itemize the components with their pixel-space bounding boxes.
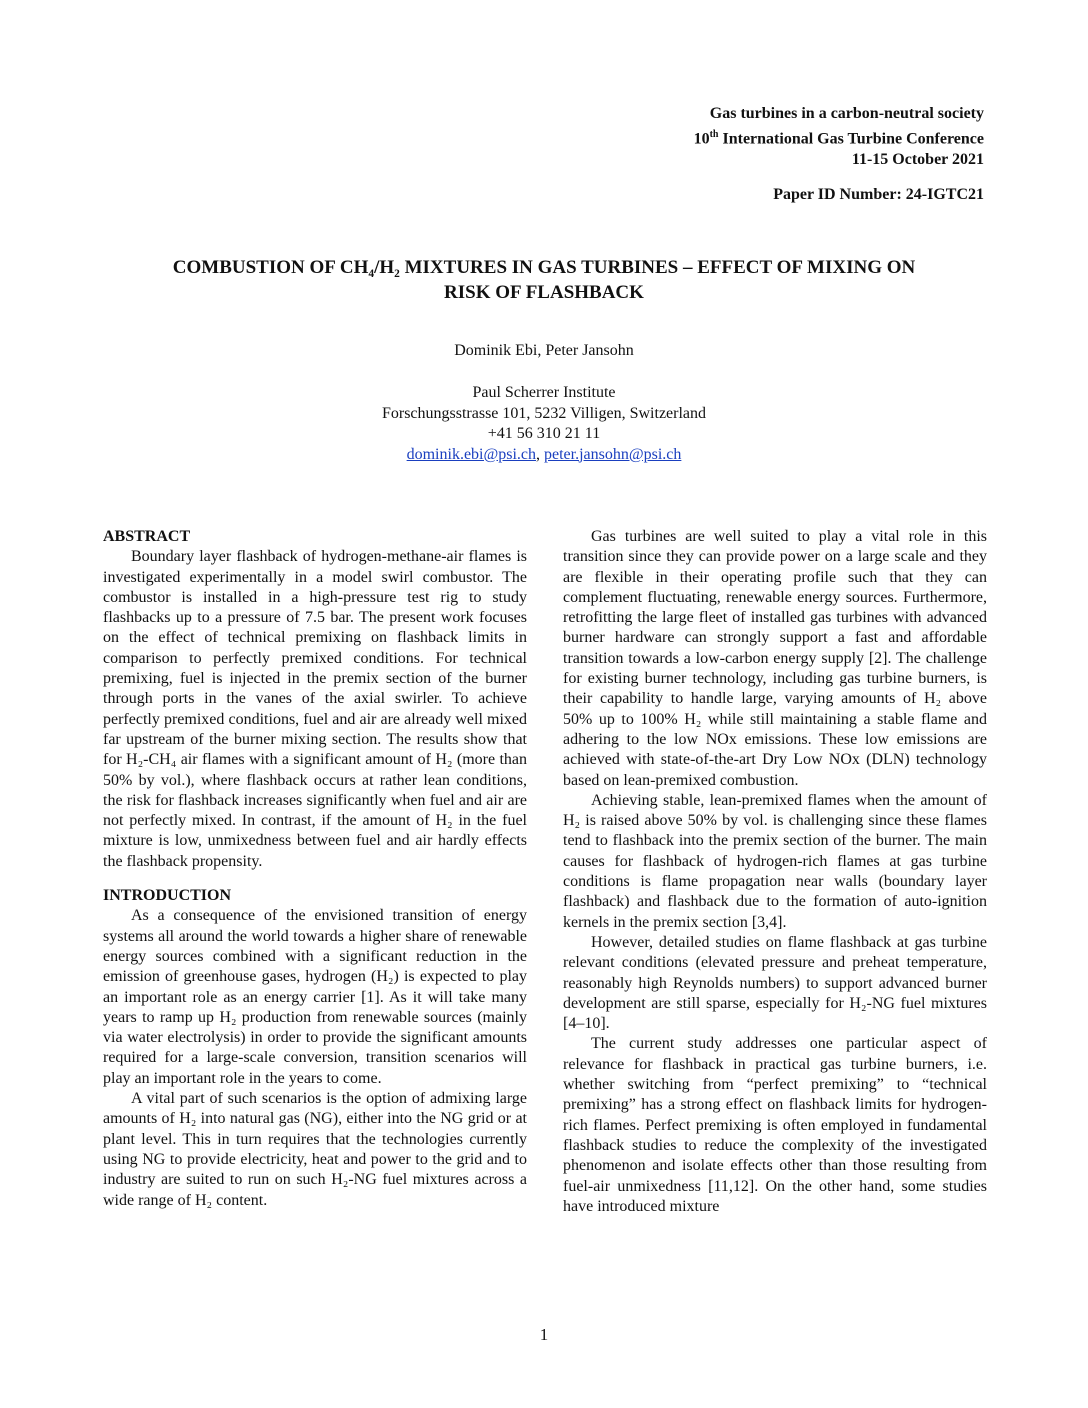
conference-dates: 11-15 October 2021 xyxy=(851,151,984,169)
conference-name-line xyxy=(694,124,984,149)
author-list: Dominik Ebi, Peter Jansohn xyxy=(454,342,634,359)
intro-paragraph-6: The current study addresses one particular aspect of relevance for flashback in practical gas turbine burners, i.e. whether switching from “perfect premixing” to “technical premixing” has a strong effect on flashback limits for hydrogen-rich flames. Perfect premixing is often employed in fundamental flashback studies to reduce the complexity of the investigated phenomenon and isolate effects other than those resulting from fuel-air unmixedness [11,12]. On the other hand, some studies have introduced mixture xyxy=(563,1035,987,1215)
affiliation-phone: +41 56 310 21 11 xyxy=(487,425,601,442)
conference-ordinal: 10 xyxy=(693,130,710,148)
intro-paragraph-5: However, detailed studies on flame flashback at gas turbine relevant conditions (elevated pressure and preheat temperature, reasonably high Reynolds numbers) to support advanced burner development are still sparse, especially for H₂-NG fuel mixtures [4–10]. xyxy=(563,933,987,1033)
intro-paragraph-3: Gas turbines are well suited to play a vital role in this transition since they can provide power on a large scale and they are flexible in their operating profile such that they can complement fluctuating, renewable energy sources. Furthermore, retrofitting the large fleet of installed gas turbines with advanced burner hardware can strongly support a fast and affordable transition towards a low-carbon energy supply [2]. The challenge for existing burner technology, including gas turbine burners, is their capability to handle large, varying amounts of H₂ above 50% up to 100% H₂ while still maintaining a stable flame and adhering to the low NOx emissions. These low emissions are achieved with state-of-the-art Dry Low NOx (DLN) technology based on lean-premixed combustion. xyxy=(563,528,987,789)
paper-id: Paper ID Number: 24-IGTC21 xyxy=(773,186,984,203)
left-column xyxy=(103,527,527,1211)
affiliation-emails xyxy=(0,445,1088,466)
email-link-ebi[interactable]: dominik.ebi@psi.ch xyxy=(406,445,536,463)
abstract-heading: ABSTRACT xyxy=(103,528,191,545)
paper-title xyxy=(100,255,988,305)
affiliation-institute: Paul Scherrer Institute xyxy=(472,384,616,401)
page-number: 1 xyxy=(539,1325,549,1344)
abstract-text: Boundary layer flashback of hydrogen-methane-air flames is investigated experimentally in a model swirl combustor. The combustor is installed in a high-pressure test rig to study flashbacks up to a pressure of 7.5 bar. The present work focuses on the effect of technical premixing on flashback limits in comparison to perfectly premixed conditions. For technical premixing, fuel is injected in the premix section of the burner through ports in the vanes of the axial swirler. To achieve perfectly premixed conditions, fuel and air are already well mixed far upstream of the burner mixing section. The results show that for H₂-CH₄ air flames with a significant amount of H₂ (more than 50% by vol.), where flashback occurs at rather lean conditions, the risk for flashback increases significantly when fuel and air are not perfectly mixed. In contrast, if the amount of H₂ in the fuel mixture is low, unmixedness between fuel and air hardly effects the flashback propensity. xyxy=(103,548,527,870)
intro-paragraph-4: Achieving stable, lean-premixed flames when the amount of H₂ is raised above 50% by vol. is challenging since these flames tend to flashback into the premix section of the burner. The main causes for flashback of hydrogen-rich flames at gas turbine conditions is flame propagation near walls (boundary layer flashback) and flashback due to the formation of auto-ignition kernels in the premix section [3,4]. xyxy=(563,791,987,931)
paper-title-line1: COMBUSTION OF CH₄/H₂ MIXTURES IN GAS TURBINES – EFFECT OF MIXING ON xyxy=(172,257,916,278)
email-separator: , xyxy=(536,445,544,463)
conference-name: International Gas Turbine Conference xyxy=(722,130,984,148)
conference-header xyxy=(694,103,984,170)
intro-paragraph-2: A vital part of such scenarios is the option of admixing large amounts of H₂ into natural gas (NG), either into the NG grid or at plant level. This in turn requires that the technologies currently using NG to provide electricity, heat and power to the grid and to industry are suited to run on such H₂-NG fuel mixtures across a wide range of H₂ content. xyxy=(103,1090,527,1209)
intro-paragraph-1: As a consequence of the envisioned transition of energy systems all around the world towards a higher share of renewable energy sources combined with a significant reduction in the emission of greenhouse gases, hydrogen (H₂) is expected to play an important role as an energy carrier [1]. As it will take many years to ramp up H₂ production from renewable sources (mainly via water electrolysis) in order to provide the significant amounts required for a large-scale conversion, transition scenarios will play an important role in the years to come. xyxy=(103,907,527,1087)
conference-ordinal-suffix: th xyxy=(709,129,719,140)
right-column xyxy=(563,527,987,1217)
conference-series: Gas turbines in a carbon-neutral society xyxy=(709,105,984,122)
email-link-jansohn[interactable]: peter.jansohn@psi.ch xyxy=(544,445,682,463)
introduction-heading: INTRODUCTION xyxy=(103,887,232,905)
paper-title-line2: RISK OF FLASHBACK xyxy=(444,282,644,303)
affiliation-address: Forschungsstrasse 101, 5232 Villigen, Switzerland xyxy=(381,404,707,422)
affiliation-block xyxy=(0,383,1088,465)
